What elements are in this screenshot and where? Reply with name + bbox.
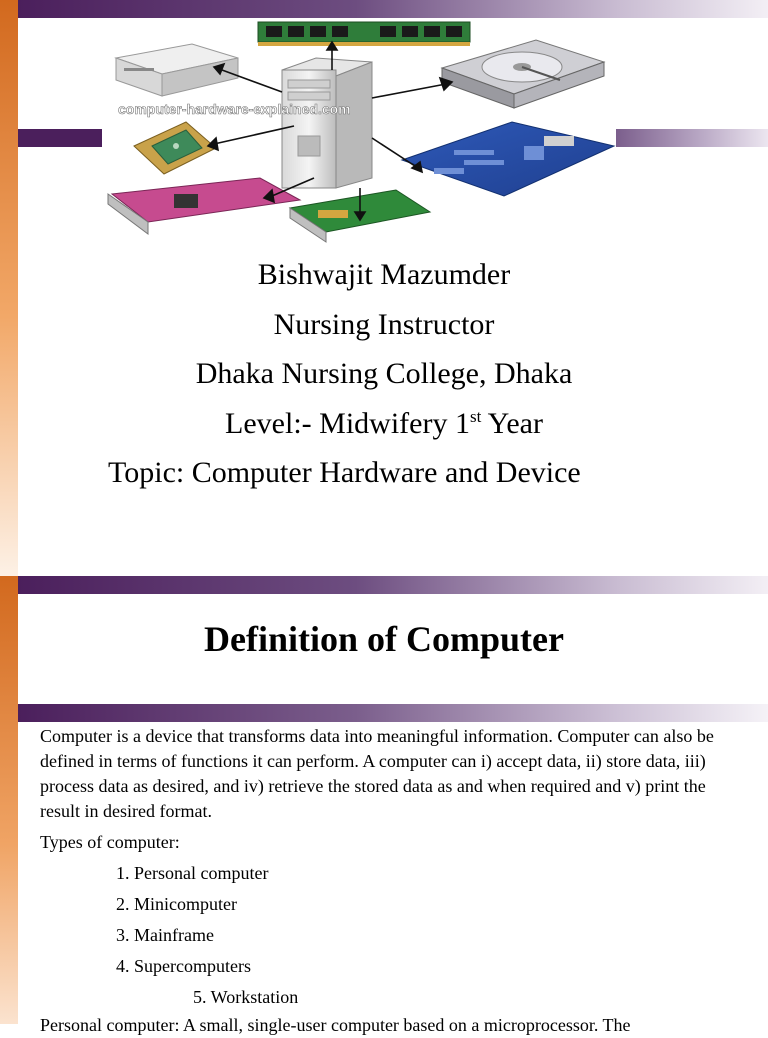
purple-top-bar [18,0,768,18]
purple-top-bar [18,576,768,594]
list-item: 5. Workstation [193,987,299,1007]
list-item: 1. Personal computer [116,863,269,883]
slide-body [40,724,768,1038]
motherboard [402,122,614,196]
presenter-institution: Dhaka Nursing College, Dhaka [195,357,573,390]
presenter-info [0,250,768,498]
types-heading: Types of computer: [40,832,180,852]
watermark-text: computer-hardware-explained.com [118,101,351,117]
slide-title: Definition of Computer [204,619,564,659]
purple-title-rule [18,704,768,722]
presenter-designation: Nursing Instructor [273,307,495,341]
list-item: 4. Supercomputers [116,956,251,976]
types-list [40,861,768,1010]
course-level [0,399,768,449]
purple-accent-bar-right [616,129,768,147]
definition-paragraph: Computer is a device that transforms data into meaningful information. Computer can also be defined in terms of functions it can perform. A computer can i) accept data, ii) store data, iii) process data as desired, and iv) retrieve the stored data as and when required and v) print the result in desired format. [40,726,714,821]
course-level-prefix: Level:- Midwifery 1 [225,406,470,440]
cut-off-line: Personal computer: A small, single-user computer based on a microprocessor. The [40,1015,631,1035]
definition-slide [0,576,768,1035]
presentation-topic: Topic: Computer Hardware and Device [108,456,581,489]
presenter-name: Bishwajit Mazumder [257,258,511,291]
expansion-card-left [108,178,300,234]
pc-tower [282,58,372,188]
list-item: 3. Mainframe [116,925,214,945]
course-level-ordinal: st [469,406,482,426]
list-item: 2. Minicomputer [116,894,237,914]
computer-hardware-image [104,18,616,244]
hard-disk-drive [442,40,604,108]
purple-accent-bar-left [18,129,102,147]
course-level-suffix: Year [481,406,543,440]
cpu-chip [134,122,216,174]
ram-module [258,22,470,46]
